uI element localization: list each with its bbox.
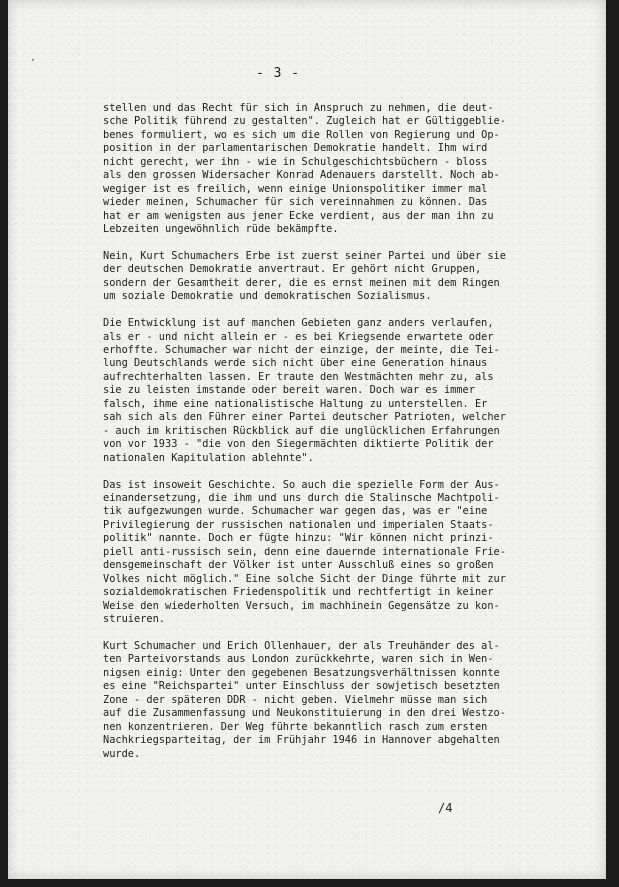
text-line: ten Parteivorstands aus London zurückkehrte, waren sich in Wen-: [103, 653, 494, 666]
text-line: sah sich als den Führer einer Partei deutscher Patrioten, welcher: [103, 411, 506, 424]
document-body: [103, 102, 573, 774]
text-line: - auch im kritischen Rückblick auf die unglücklichen Erfahrungen: [103, 424, 500, 437]
paragraph-1: [103, 102, 573, 237]
text-line: es eine "Reichspartei" unter Einschluss der sowjetisch besetzten: [103, 680, 500, 693]
text-line: Volkes nicht möglich." Eine solche Sicht der Dinge führte mit zur: [103, 572, 506, 585]
text-line: wurde.: [103, 747, 141, 760]
text-line: einandersetzung, die ihm und uns durch die Stalinsche Machtpoli-: [103, 491, 500, 504]
text-line: als den grossen Widersacher Konrad Adenauers darstellt. Noch ab-: [103, 169, 500, 182]
document-page: [8, 0, 606, 879]
text-line: politik" nannte. Doch er fügte hinzu: "Wir können nicht prinzi-: [103, 532, 494, 545]
text-line: auf die Zusammenfassung und Neukonstituierung in den drei Westzo-: [103, 707, 506, 720]
text-line: Nein, Kurt Schumachers Erbe ist zuerst seiner Partei und über sie: [103, 249, 506, 262]
text-line: als er - und nicht allein er - es bei Kriegsende erwartete oder: [103, 330, 494, 343]
text-line: hat er am wenigsten aus jener Ecke verdient, aus der man ihn zu: [103, 209, 494, 222]
text-line: Nachkriegsparteitag, der im Frühjahr 1946 in Hannover abgehalten: [103, 734, 500, 747]
text-line: Die Entwicklung ist auf manchen Gebieten ganz anders verlaufen,: [103, 317, 494, 330]
continuation-marker: /4: [438, 801, 453, 815]
text-line: nigsen einig: Unter den gegebenen Besatzungsverhältnissen konnte: [103, 666, 500, 679]
text-line: position in der parlamentarischen Demokratie handelt. Ihm wird: [103, 142, 488, 155]
text-line: Weise den wiederholten Versuch, im machhinein Gegensätze zu kon-: [103, 599, 500, 612]
text-line: Zone - der späteren DDR - nicht geben. Vielmehr müsse man sich: [103, 693, 488, 706]
text-line: sche Politik führend zu gestalten". Zugleich hat er Gültiggeblie-: [103, 115, 506, 128]
text-line: wegiger ist es freilich, wenn einige Unionspolitiker immer mal: [103, 182, 488, 195]
page-number: - 3 -: [256, 66, 301, 81]
text-line: nen konzentrieren. Der Weg führte bekanntlich rasch zum ersten: [103, 720, 488, 733]
text-line: sozialdemokratischen Friedenspolitik und rechtfertigt in keiner: [103, 586, 494, 599]
text-line: lung Deutschlands werde sich nicht über eine Generation hinaus: [103, 357, 488, 370]
text-line: Das ist insoweit Geschichte. So auch die spezielle Form der Aus-: [103, 478, 500, 491]
text-line: stellen und das Recht für sich in Anspruch zu nehmen, die deut-: [103, 102, 494, 114]
text-line: benes formuliert, wo es sich um die Rollen von Regierung und Op-: [103, 128, 500, 141]
paragraph-3: [103, 317, 573, 465]
text-line: tik aufgezwungen wurde. Schumacher war gegen das, was er "eine: [103, 505, 488, 518]
text-line: erhoffte. Schumacher war nicht der einzige, der meinte, die Tei-: [103, 344, 500, 357]
text-line: aufrechterhalten lassen. Er traute den Westmächten mehr zu, als: [103, 370, 494, 383]
text-line: wieder meinen, Schumacher für sich vereinnahmen zu können. Das: [103, 196, 488, 209]
paragraph-2: [103, 250, 573, 304]
text-line: Lebzeiten ungewöhnlich rüde bekämpfte.: [103, 223, 339, 236]
text-line: nationalen Kapitulation ablehnte".: [103, 451, 314, 464]
text-line: densgemeinschaft der Völker ist unter Ausschluß eines so großen: [103, 559, 494, 572]
text-line: Kurt Schumacher und Erich Ollenhauer, der als Treuhänder des al-: [103, 639, 500, 652]
text-line: um soziale Demokratie und demokratischen Sozialismus.: [103, 290, 432, 303]
text-line: Privilegierung der russischen nationalen und imperialen Staats-: [103, 518, 494, 531]
scan-speck: ·: [30, 55, 37, 66]
text-line: von vor 1933 - "die von den Siegermächten diktierte Politik der: [103, 438, 494, 451]
text-line: piell anti-russisch sein, denn eine dauernde internationale Frie-: [103, 545, 506, 558]
text-line: der deutschen Demokratie anvertraut. Er gehört nicht Gruppen,: [103, 263, 482, 276]
paragraph-4: [103, 479, 573, 627]
text-line: nicht gerecht, wer ihn - wie in Schulgeschichtsbüchern - bloss: [103, 155, 488, 168]
text-line: sie zu leisten imstande oder bereit waren. Doch war es immer: [103, 384, 475, 397]
text-line: struieren.: [103, 613, 165, 626]
text-line: falsch, ihme eine nationalistische Haltung zu unterstellen. Er: [103, 397, 488, 410]
text-line: sondern der Gesamtheit derer, die es ernst meinen mit dem Ringen: [103, 276, 500, 289]
paragraph-5: [103, 640, 573, 761]
